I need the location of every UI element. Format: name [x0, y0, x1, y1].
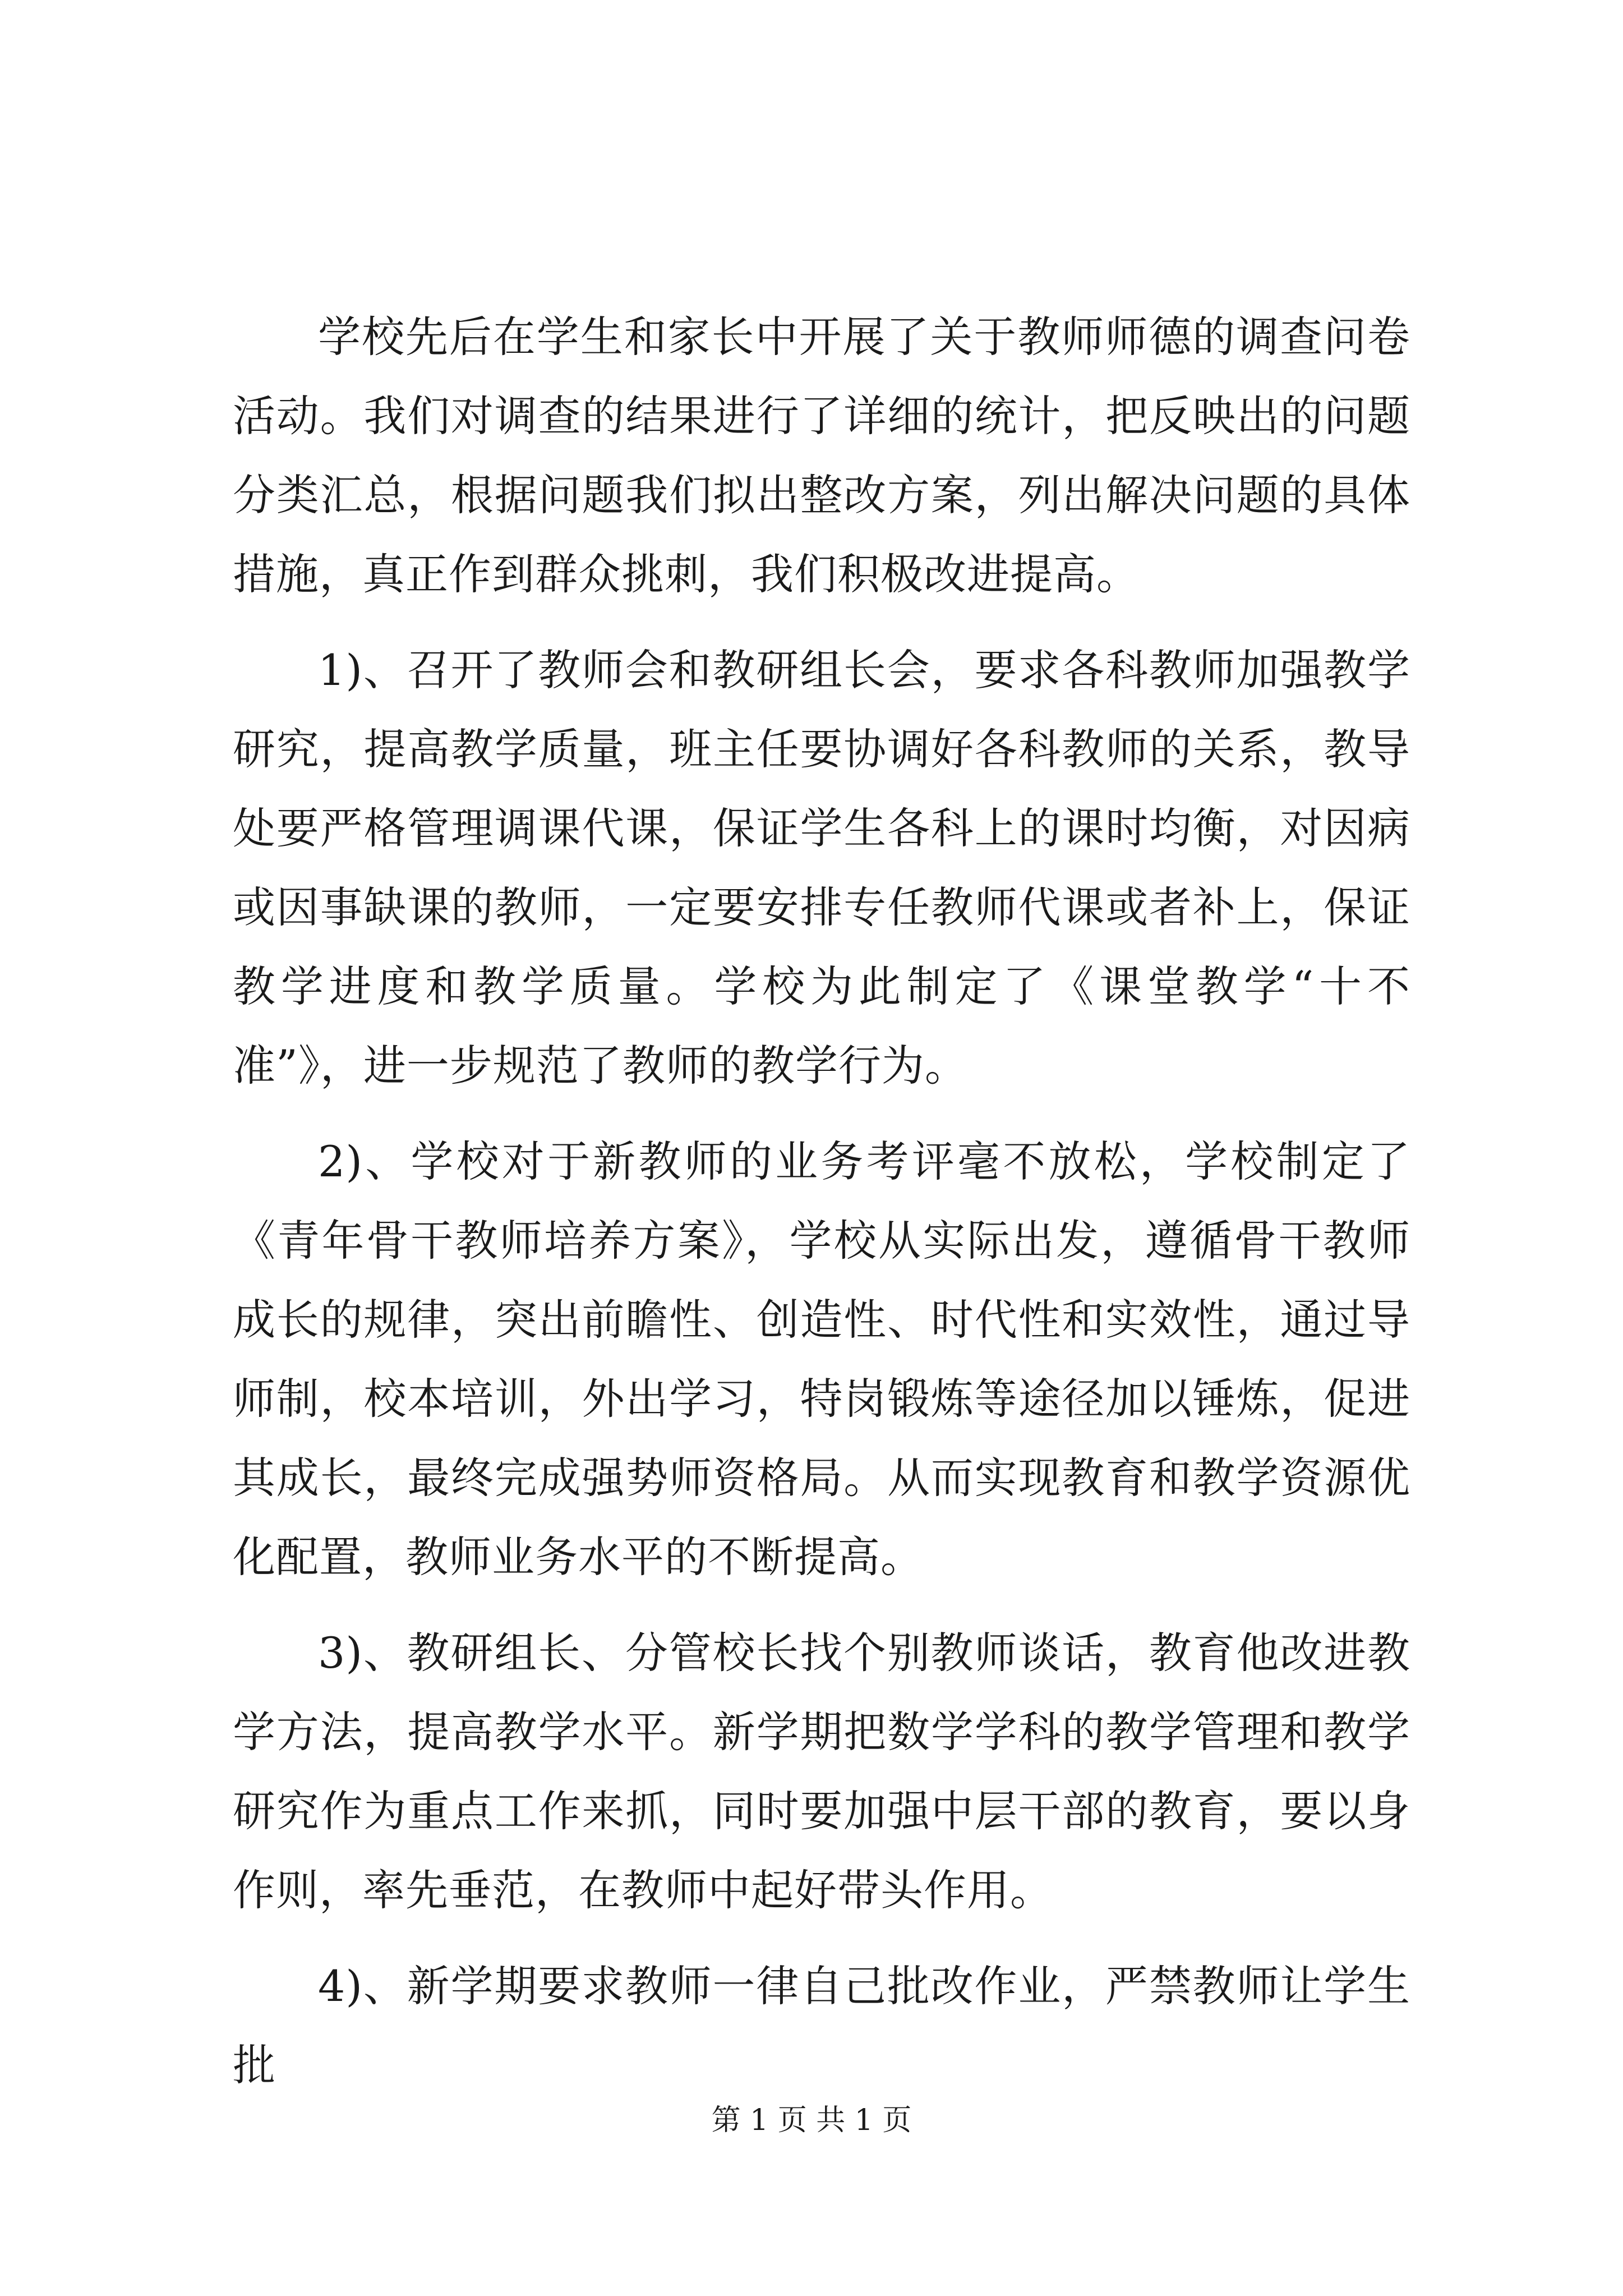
paragraph-item-2: 2)、学校对于新教师的业务考评毫不放松，学校制定了《青年骨干教师培养方案》，学校从实际出发，遵循骨干教师成长的规律，突出前瞻性、创造性、时代性和实效性，通过导师制，校本培训，外出学习，特岗锻炼等途径加以锤炼，促进其成长，最终完成强势师资格局。从而实现教育和教学资源优化配置，教师业务水平的不断提高。 [233, 1137, 1410, 1582]
page-footer [0, 2101, 1623, 2140]
paragraph-item-1: 1)、召开了教师会和教研组长会，要求各科教师加强教学研究，提高教学质量，班主任要协调好各科教师的关系，教导处要严格管理调课代课，保证学生各科上的课时均衡，对因病或因事缺课的教师，一定要安排专任教师代课或者补上，保证教学进度和教学质量。学校为此制定了《课堂教学“十不准”》，进一步规范了教师的教学行为。 [233, 645, 1410, 1091]
paragraph-intro: 学校先后在学生和家长中开展了关于教师师德的调查问卷活动。我们对调查的结果进行了详细的统计，把反映出的问题分类汇总，根据问题我们拟出整改方案，列出解决问题的具体措施，真正作到群众挑刺，我们积极改进提高。 [233, 312, 1410, 599]
paragraph-item-4: 4)、新学期要求教师一律自己批改作业，严禁教师让学生批 [233, 1961, 1410, 2090]
document-body [233, 297, 1410, 2122]
page-number-label: 第 1 页 共 1 页 [711, 2104, 912, 2137]
paragraph-item-3: 3)、教研组长、分管校长找个别教师谈话，教育他改进教学方法，提高教学水平。新学期把数学学科的教学管理和教学研究作为重点工作来抓，同时要加强中层干部的教育，要以身作则，率先垂范，在教师中起好带头作用。 [233, 1628, 1410, 1915]
